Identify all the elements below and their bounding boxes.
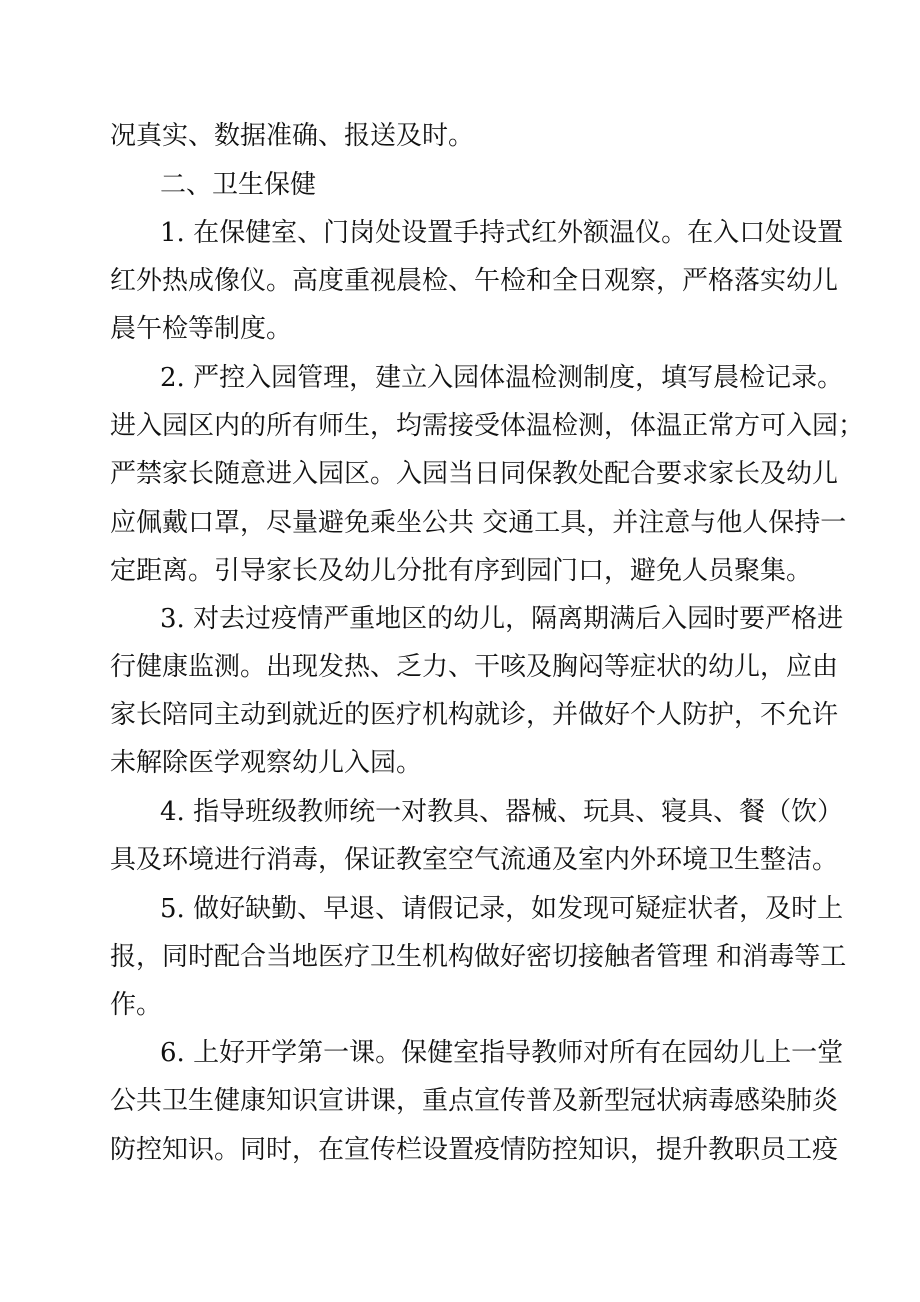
text-line: 作。 <box>110 990 163 1020</box>
text-line: 应佩戴口罩，尽量避免乘坐公共 交通工具，并注意与他人保持一 <box>110 508 847 538</box>
text-line: 家长陪同主动到就近的医疗机构就诊，并做好个人防护，不允许 <box>110 700 839 730</box>
text-line: 晨午检等制度。 <box>110 314 293 344</box>
section-heading: 二、卫生保健 <box>160 170 317 200</box>
text-line: 2. 严控入园管理，建立入园体温检测制度，填写晨检记录。 <box>160 363 844 393</box>
text-line: 况真实、数据准确、报送及时。 <box>110 121 475 151</box>
text-line: 3. 对去过疫情严重地区的幼儿，隔离期满后入园时要严格进 <box>160 604 844 634</box>
text-line: 行健康监测。出现发热、乏力、干咳及胸闷等症状的幼儿，应由 <box>110 652 839 682</box>
text-line: 5. 做好缺勤、早退、请假记录，如发现可疑症状者，及时上 <box>160 894 844 924</box>
text-line: 严禁家长随意进入园区。入园当日同保教处配合要求家长及幼儿 <box>110 459 839 489</box>
text-line: 未解除医学观察幼儿入园。 <box>110 748 423 778</box>
text-line: 6. 上好开学第一课。保健室指导教师对所有在园幼儿上一堂 <box>160 1038 844 1068</box>
text-line: 4. 指导班级教师统一对教具、器械、玩具、寝具、餐（饮） <box>160 797 844 827</box>
text-line: 防控知识。同时，在宣传栏设置疫情防控知识，提升教职员工疫 <box>110 1135 839 1165</box>
text-line: 红外热成像仪。高度重视晨检、午检和全日观察，严格落实幼儿 <box>110 266 839 296</box>
text-line: 公共卫生健康知识宣讲课，重点宣传普及新型冠状病毒感染肺炎 <box>110 1086 839 1116</box>
text-line: 定距离。引导家长及幼儿分批有序到园门口，避免人员聚集。 <box>110 556 813 586</box>
text-line: 具及环境进行消毒，保证教室空气流通及室内外环境卫生整洁。 <box>110 845 839 875</box>
text-line: 1. 在保健室、门岗处设置手持式红外额温仪。在入口处设置 <box>160 218 844 248</box>
text-line: 进入园区内的所有师生，均需接受体温检测，体温正常方可入园； <box>110 411 865 441</box>
text-line: 报，同时配合当地医疗卫生机构做好密切接触者管理 和消毒等工 <box>110 942 847 972</box>
